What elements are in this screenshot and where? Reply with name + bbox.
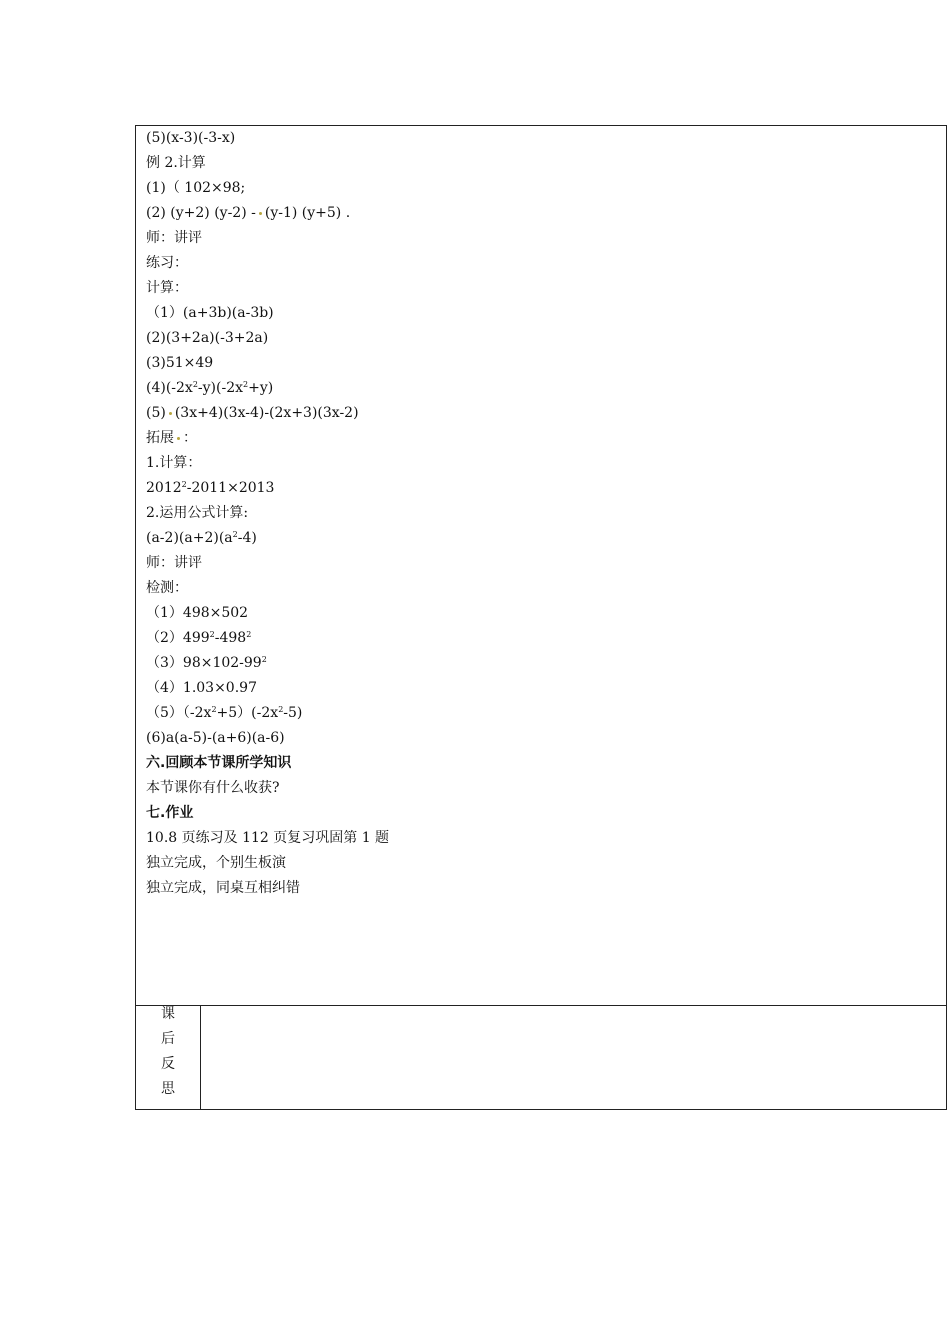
reflection-label-char: 反 <box>161 1056 175 1072</box>
content-line <box>146 326 936 351</box>
line-text: （2）499 <box>146 630 210 646</box>
line-text: 七.作业 <box>146 805 194 821</box>
line-text: 独立完成，同桌互相纠错 <box>146 880 300 896</box>
content-line <box>146 526 936 551</box>
line-text: 练习： <box>146 255 188 271</box>
content-line <box>146 551 936 576</box>
line-text: (y-1) (y+5) . <box>264 205 351 221</box>
content-line <box>146 226 936 251</box>
superscript: 2 <box>232 530 238 539</box>
content-line <box>146 776 936 801</box>
content-line <box>146 376 936 401</box>
line-text: （4）1.03×0.97 <box>146 680 257 696</box>
line-text: 10.8 页练习及 112 页复习巩固第 1 题 <box>146 830 390 846</box>
annotation-mark <box>259 212 262 215</box>
line-text: 2.运用公式计算: <box>146 505 249 521</box>
superscript: 2 <box>192 380 198 389</box>
line-text: 六.回顾本节课所学知识 <box>146 755 292 771</box>
content-line <box>146 426 936 451</box>
reflection-label-cell <box>136 1006 201 1109</box>
line-text: 独立完成，个别生板演 <box>146 855 286 871</box>
content-line <box>146 501 936 526</box>
content-line <box>146 301 936 326</box>
content-line <box>146 276 936 301</box>
line-text: -y)(-2x <box>197 380 244 396</box>
content-line <box>146 676 936 701</box>
line-text: （1）(a+3b)(a-3b) <box>146 305 274 321</box>
superscript: 2 <box>243 380 249 389</box>
content-line <box>146 626 936 651</box>
content-line <box>146 701 936 726</box>
line-text: 师：讲评 <box>146 230 202 246</box>
line-text: -5) <box>283 705 303 721</box>
line-text: (4)(-2x <box>146 380 193 396</box>
reflection-label-char: 思 <box>161 1081 175 1097</box>
annotation-mark <box>169 412 172 415</box>
content-line <box>146 401 936 426</box>
section-heading <box>146 751 936 776</box>
reflection-body-cell <box>201 1006 946 1109</box>
line-text: (1)（ 102×98; <box>146 180 246 196</box>
content-line <box>146 851 936 876</box>
superscript: 2 <box>181 480 187 489</box>
content-line <box>146 201 936 226</box>
line-text: 本节课你有什么收获? <box>146 780 280 796</box>
line-text: 例 2.计算 <box>146 155 206 171</box>
line-text: (3)51×49 <box>146 355 214 371</box>
content-line <box>146 876 936 901</box>
reflection-label-char: 后 <box>161 1031 175 1047</box>
superscript: 2 <box>211 705 217 714</box>
lesson-content-cell <box>135 125 947 1006</box>
content-line <box>146 176 936 201</box>
line-text: （1）498×502 <box>146 605 249 621</box>
line-text: (5) <box>146 405 166 421</box>
line-text: (a-2)(a+2)(a <box>146 530 233 546</box>
content-line <box>146 351 936 376</box>
content-line <box>146 726 936 751</box>
content-line <box>146 476 936 501</box>
post-class-reflection-row <box>135 1005 947 1110</box>
line-text: 计算： <box>146 280 188 296</box>
content-line <box>146 601 936 626</box>
content-line <box>146 651 936 676</box>
content-line <box>146 576 936 601</box>
line-text: -2011×2013 <box>186 480 275 496</box>
line-text: （3）98×102-99 <box>146 655 262 671</box>
line-text: (2)(3+2a)(-3+2a) <box>146 330 269 346</box>
content-line <box>146 451 936 476</box>
section-heading <box>146 801 936 826</box>
superscript: 2 <box>246 630 252 639</box>
superscript: 2 <box>278 705 284 714</box>
line-text: 师：讲评 <box>146 555 202 571</box>
line-text: (6)a(a-5)-(a+6)(a-6) <box>146 730 285 746</box>
line-text: 2012 <box>146 480 182 496</box>
content-line <box>146 251 936 276</box>
content-line <box>146 826 936 851</box>
line-text: (3x+4)(3x-4)-(2x+3)(3x-2) <box>174 405 359 421</box>
superscript: 2 <box>209 630 215 639</box>
line-text: +5）(-2x <box>216 705 279 721</box>
line-text: -4) <box>237 530 257 546</box>
reflection-label-char: 课 <box>161 1006 175 1022</box>
line-text: 检测： <box>146 580 188 596</box>
line-text: ： <box>183 430 197 446</box>
line-text: 1.计算： <box>146 455 202 471</box>
lesson-content <box>146 126 936 901</box>
line-text: 拓展 <box>146 430 174 446</box>
line-text: （5）（-2x <box>146 705 212 721</box>
content-line <box>146 126 936 151</box>
annotation-mark <box>177 437 180 440</box>
line-text: (2) (y+2) (y-2) - <box>146 205 256 221</box>
line-text: -498 <box>214 630 247 646</box>
line-text: +y) <box>248 380 274 396</box>
line-text: (5)(x-3)(-3-x) <box>146 130 236 146</box>
content-line <box>146 151 936 176</box>
superscript: 2 <box>261 655 267 664</box>
